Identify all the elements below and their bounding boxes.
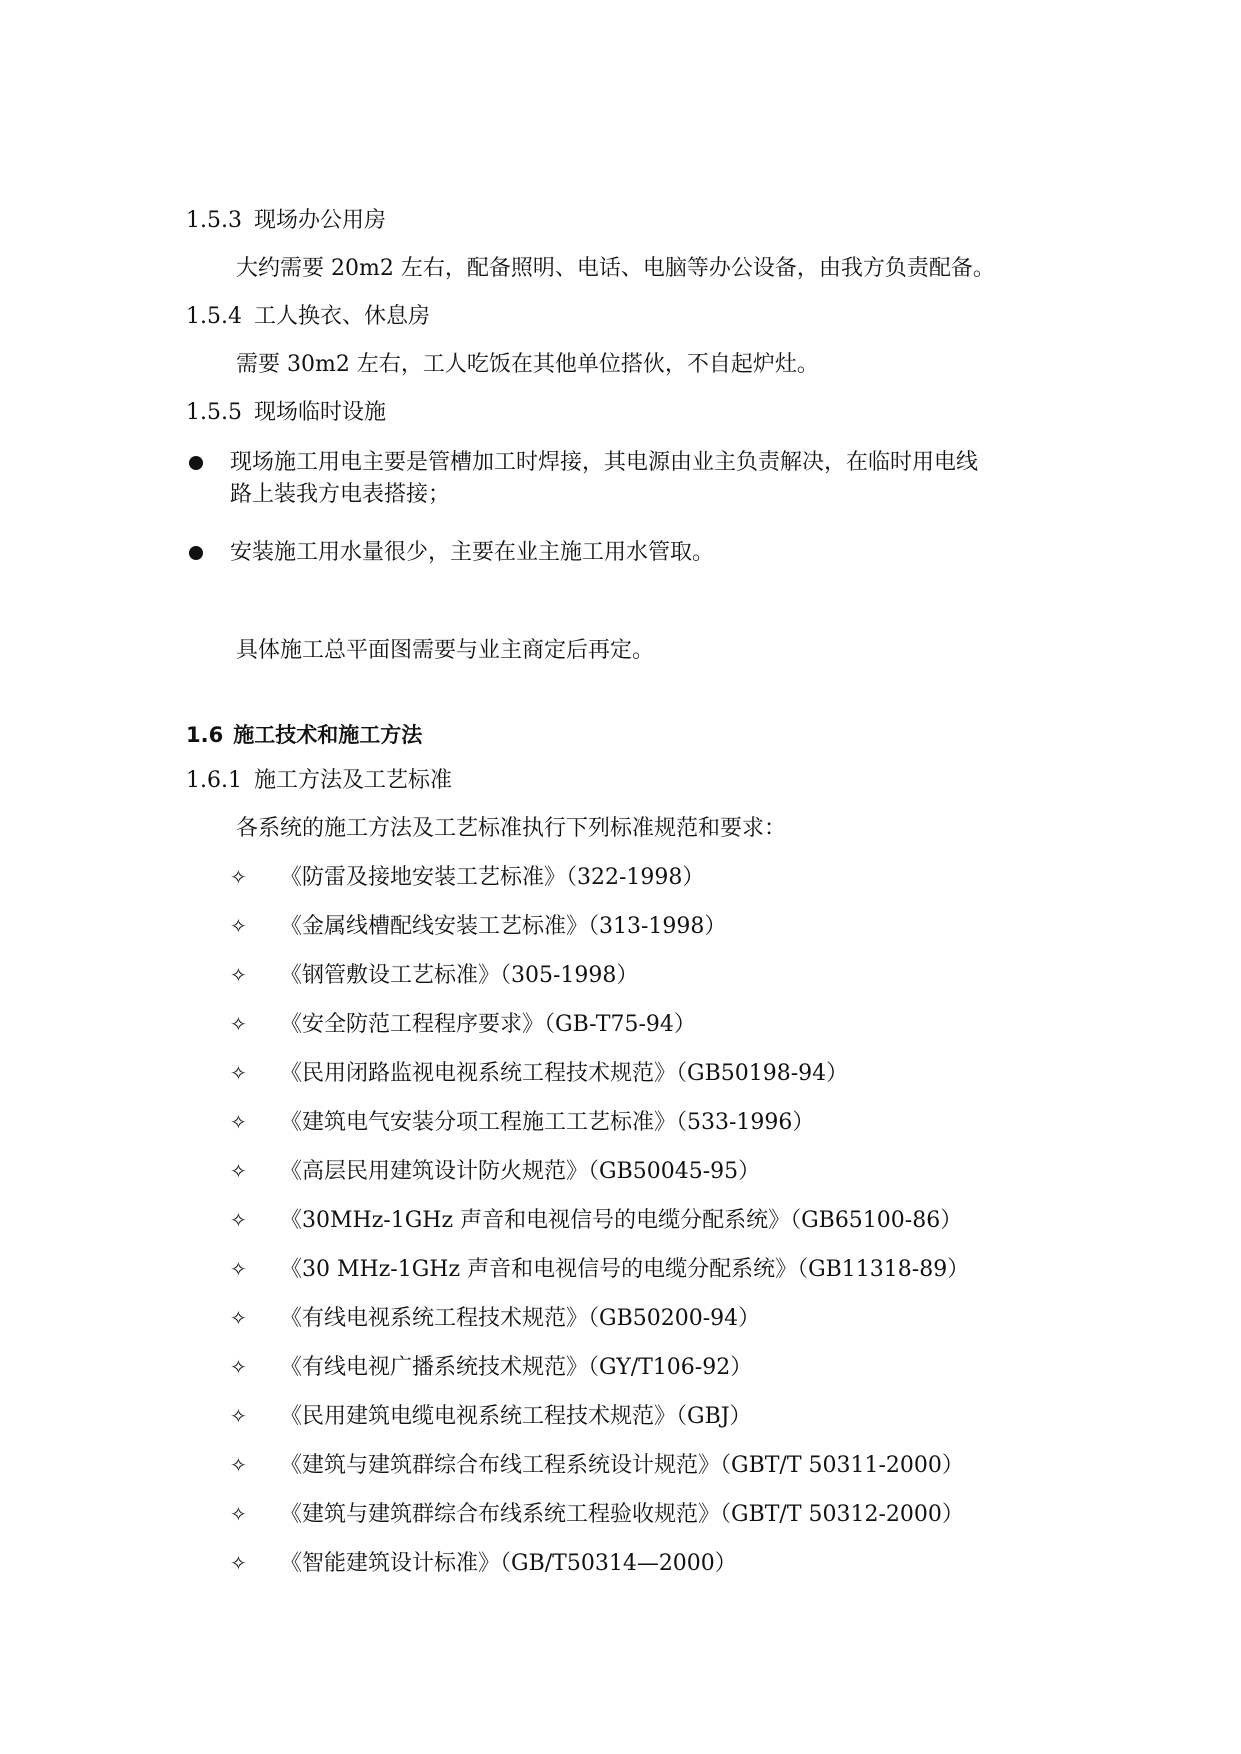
standard-item [230, 1499, 964, 1530]
standard-title: 《建筑与建筑群综合布线工程系统设计规范》（GBT/T 50311-2000） [280, 1453, 964, 1478]
heading-1-5-4 [186, 302, 430, 332]
four-point-star-icon: ✧ [230, 1110, 247, 1134]
standard-title: 《建筑电气安装分项工程施工工艺标准》（533-1996） [280, 1110, 815, 1135]
four-point-star-icon: ✧ [230, 1208, 247, 1232]
four-point-star-icon: ✧ [230, 1257, 247, 1281]
four-point-star-icon: ✧ [230, 1551, 247, 1575]
standard-item [230, 1254, 969, 1285]
heading-title: 工人换衣、休息房 [253, 304, 430, 329]
heading-title: 现场临时设施 [253, 400, 386, 425]
standard-item [230, 1450, 964, 1481]
standard-title: 《智能建筑设计标准》（GB/T50314—2000） [280, 1551, 737, 1576]
standard-item [230, 1156, 760, 1187]
standard-title: 《30MHz-1GHz 声音和电视信号的电缆分配系统》（GB65100-86） [280, 1208, 963, 1233]
paragraph-office-room: 大约需要 20m2 左右，配备照明、电话、电脑等办公设备，由我方负责配备。 [236, 256, 995, 281]
paragraph-site-plan-note: 具体施工总平面图需要与业主商定后再定。 [236, 638, 655, 663]
standard-item [230, 1058, 848, 1089]
standard-title: 《安全防范工程程序要求》（GB-T75-94） [280, 1012, 696, 1037]
heading-number: 1.5.4 [186, 304, 242, 329]
heading-title: 施工技术和施工方法 [233, 723, 423, 747]
standard-title: 《民用闭路监视电视系统工程技术规范》（GB50198-94） [280, 1061, 849, 1086]
paragraph-standards-intro: 各系统的施工方法及工艺标准执行下列标准规范和要求： [236, 816, 787, 841]
standard-item [230, 1205, 962, 1236]
standard-title: 《高层民用建筑设计防火规范》（GB50045-95） [280, 1159, 761, 1184]
standard-item [230, 1352, 752, 1383]
heading-1-6 [186, 720, 422, 750]
bullet-dot-icon [189, 546, 203, 560]
paragraph-rest-room: 需要 30m2 左右，工人吃饭在其他单位搭伙，不自起炉灶。 [236, 352, 819, 377]
standard-item [230, 911, 726, 942]
standard-title: 《金属线槽配线安装工艺标准》（313-1998） [280, 914, 727, 939]
bullet-power-line1: 现场施工用电主要是管槽加工时焊接，其电源由业主负责解决，在临时用电线 [230, 450, 979, 475]
four-point-star-icon: ✧ [230, 1159, 247, 1183]
heading-1-5-3 [186, 206, 386, 236]
bullet-power-line2: 路上装我方电表搭接； [230, 482, 451, 507]
standard-title: 《有线电视广播系统技术规范》（GY/T106-92） [280, 1355, 753, 1380]
four-point-star-icon: ✧ [230, 1404, 247, 1428]
four-point-star-icon: ✧ [230, 1502, 247, 1526]
standard-title: 《建筑与建筑群综合布线系统工程验收规范》（GBT/T 50312-2000） [280, 1502, 964, 1527]
standard-item [230, 1009, 696, 1040]
four-point-star-icon: ✧ [230, 1061, 247, 1085]
standard-item [230, 862, 704, 893]
heading-title: 施工方法及工艺标准 [253, 768, 452, 793]
four-point-star-icon: ✧ [230, 1012, 247, 1036]
standard-title: 《30 MHz-1GHz 声音和电视信号的电缆分配系统》（GB11318-89） [280, 1257, 970, 1282]
heading-1-5-5 [186, 398, 386, 428]
standard-title: 《钢管敷设工艺标准》（305-1998） [280, 963, 639, 988]
standard-title: 《民用建筑电缆电视系统工程技术规范》（GBJ） [280, 1404, 752, 1429]
heading-number: 1.5.3 [186, 208, 242, 233]
standard-item [230, 960, 638, 991]
heading-number: 1.6 [186, 723, 224, 747]
four-point-star-icon: ✧ [230, 914, 247, 938]
standard-title: 《有线电视系统工程技术规范》（GB50200-94） [280, 1306, 761, 1331]
heading-1-6-1 [186, 766, 452, 796]
standard-item [230, 1303, 760, 1334]
four-point-star-icon: ✧ [230, 1355, 247, 1379]
four-point-star-icon: ✧ [230, 1453, 247, 1477]
heading-number: 1.5.5 [186, 400, 242, 425]
four-point-star-icon: ✧ [230, 865, 247, 889]
heading-title: 现场办公用房 [253, 208, 386, 233]
standard-item [230, 1401, 752, 1432]
four-point-star-icon: ✧ [230, 1306, 247, 1330]
four-point-star-icon: ✧ [230, 963, 247, 987]
heading-number: 1.6.1 [186, 768, 242, 793]
bullet-water: 安装施工用水量很少，主要在业主施工用水管取。 [230, 540, 715, 565]
bullet-dot-icon [189, 456, 203, 470]
standard-item [230, 1107, 814, 1138]
standard-title: 《防雷及接地安装工艺标准》（322-1998） [280, 865, 705, 890]
standard-item [230, 1548, 737, 1579]
